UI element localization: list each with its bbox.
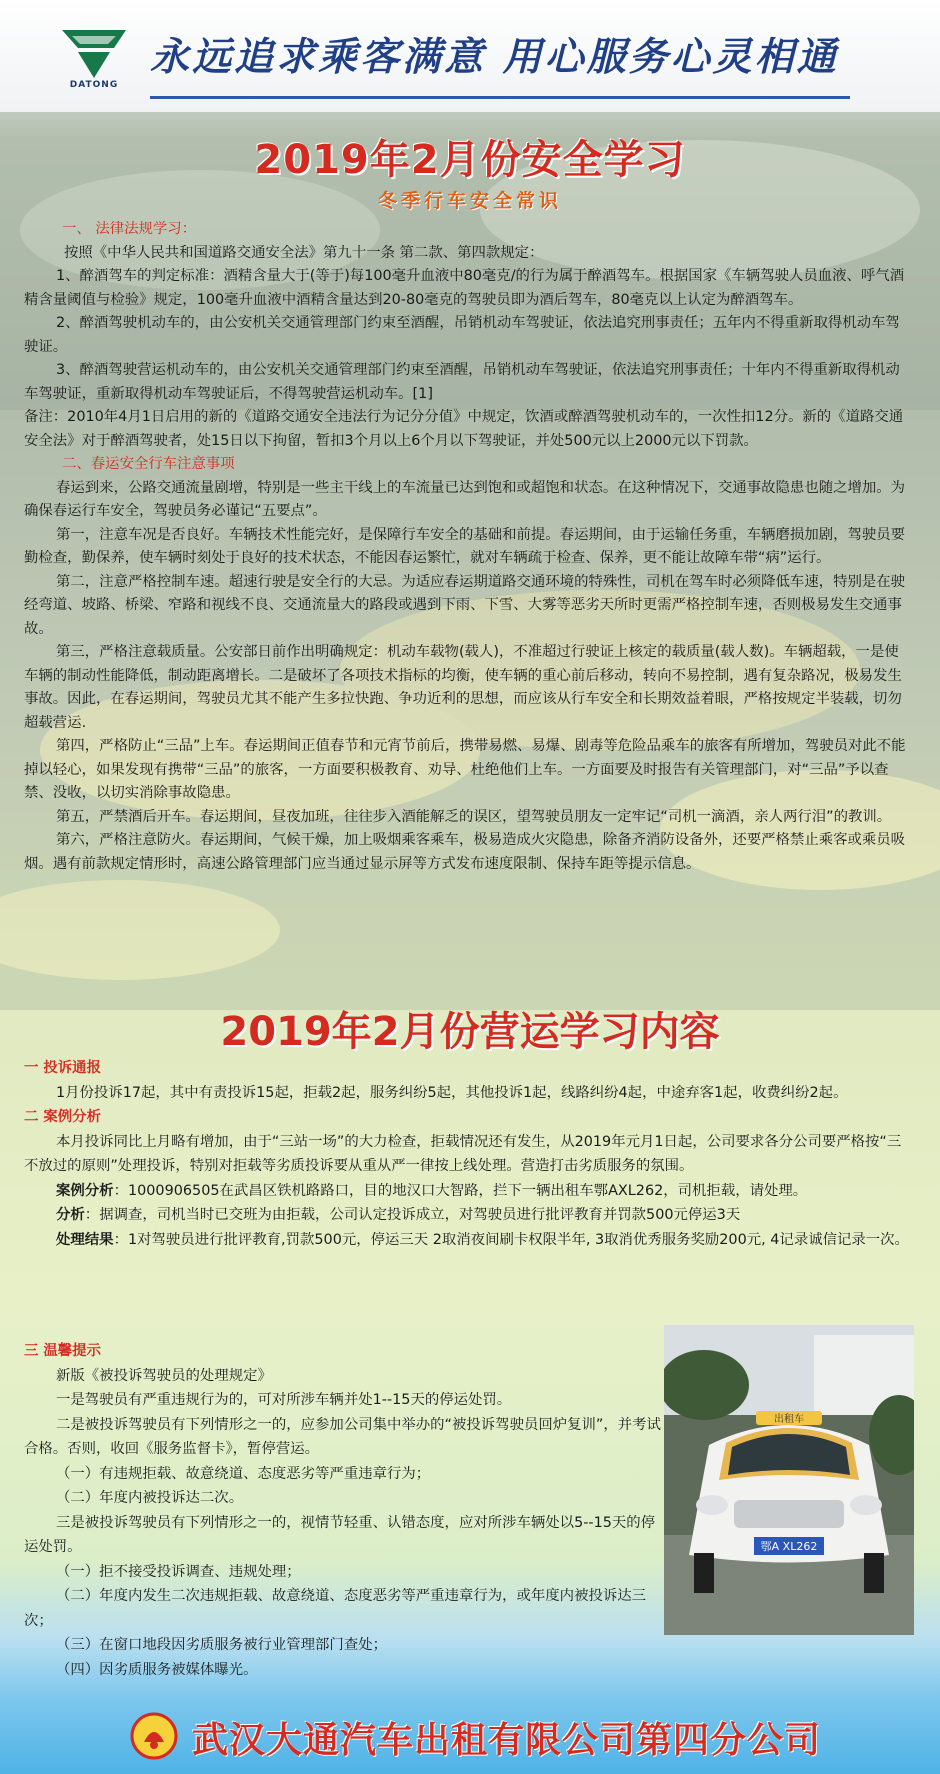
safety-study-title: 2019年2月份安全学习 — [254, 137, 686, 183]
company-emblem-icon — [130, 1712, 178, 1760]
law-item-3: 3、醉酒驾驶营运机动车的，由公安机关交通管理部门约束至酒醒，吊销机动车驾驶证，依法追究刑事责任；十年内不得重新取得机动车驾驶证，重新取得机动车驾驶证后，不得驾驶营运机动车。[1] — [24, 362, 900, 402]
tip-item: 二是被投诉驾驶员有下列情形之一的，应参加公司集中举办的“被投诉驾驶员回炉复训”，并考试合格。否则，收回《服务监督卡》，暂停营运。 — [24, 1416, 661, 1457]
law-heading: 一、 法律法规学习： — [62, 221, 197, 237]
tip-item: 三是被投诉驾驶员有下列情形之一的，视情节轻重、认错态度，应对所涉车辆处以5--15天的停运处罚。 — [24, 1514, 656, 1555]
result-label: 处理结果 — [56, 1231, 114, 1248]
law-intro: 按照《中华人民共和国道路交通安全法》第九十一条 第二款、第四款规定： — [64, 244, 544, 261]
company-slogan: 永远追求乘客满意 用心服务心灵相通 — [150, 34, 839, 80]
case-detail — [24, 1179, 912, 1204]
tip-item: （四）因劣质服务被媒体曝光。 — [56, 1661, 258, 1678]
result-text: ：1对驾驶员进行批评教育,罚款500元，停运三天 2取消夜间刷卡权限半年, 3取消优秀服务奖励200元, 4记录诚信记录一次。 — [113, 1231, 909, 1248]
tips-heading: 三 温馨提示 — [24, 1343, 101, 1359]
spring-item-3: 第三，严格注意载质量。公安部日前作出明确规定：机动车载物(载人)，不准超过行驶证上核定的载质量(载人数)。车辆超载，一是使车辆的制动性能降低，制动距离增长。二是破坏了各项技术指标的均衡，使车辆的重心前后移动，转向不易控制，遇有复杂路况，极易发生事故。因此，在春运期间，驾驶员尤其不能产生多拉快跑、争功近利的思想，而应该从行车安全和长期效益着眼，严格按规定半装载，切勿超载营运. — [24, 644, 902, 731]
case-heading: 二 案例分析 — [24, 1109, 101, 1125]
tips-content — [24, 1339, 664, 1682]
spring-item-4: 第四，严格防止“三品”上车。春运期间正值春节和元宵节前后，携带易燃、易爆、剧毒等危险品乘车的旅客有所增加，驾驶员对此不能掉以轻心，如果发现有携带“三品”的旅客，一方面要积极教育、劝导、杜绝他们上车。一方面要及时报告有关管理部门，对“三品”予以查禁、没收，以切实消除事故隐患。 — [24, 738, 906, 801]
result-detail — [24, 1228, 912, 1253]
taxi-photo — [664, 1325, 914, 1635]
spring-item-6: 第六，严格注意防火。春运期间，气候干燥，加上吸烟乘客乘车，极易造成火灾隐患，除备齐消防设备外，还要严格禁止乘客或乘员吸烟。遇有前款规定情形时，高速公路管理部门应当通过显示屏等方式发布速度限制、保持车距等提示信息。 — [24, 832, 906, 872]
case-label: 案例分析 — [56, 1182, 114, 1199]
spring-item-2: 第二，注意严格控制车速。超速行驶是安全行的大忌。为适应春运期道路交通环境的特殊性，司机在驾车时必须降低车速，特别是在驶经弯道、坡路、桥梁、窄路和视线不良、交通流量大的路段或遇到下雨、下雪、大雾等恶劣天所时更需严格控制车速，否则极易发生交通事故。 — [24, 573, 906, 637]
spring-intro: 春运到来，公路交通流量剧增，特别是一些主干线上的车流量已达到饱和或超饱和状态。在这种情况下，交通事故隐患也随之增加。为确保春运行车安全，驾驶员务必谨记“五要点”。 — [24, 479, 906, 519]
law-item-1: 1、醉酒驾车的判定标准：酒精含量大于(等于)每100毫升血液中80毫克/的行为属于醉酒驾车。根据国家《车辆驾驶人员血液、呼气酒精含量阈值与检验》规定，100毫升血液中酒精含量达到20-80毫克的驾驶员即为酒后驾车，80毫克以上认定为醉酒驾车。 — [24, 268, 905, 308]
slogan-underline — [150, 96, 850, 99]
law-note: 备注：2010年4月1日启用的新的《道路交通安全违法行为记分分值》中规定，饮酒或醉酒驾驶机动车的，一次性扣12分。新的《道路交通安全法》对于醉酒驾驶者，处15日以下拘留，暂扣3个月以上6个月以下驾驶证，并处500元以上2000元以下罚款。 — [24, 409, 904, 449]
operation-content — [24, 1056, 912, 1252]
analysis-detail — [24, 1203, 912, 1228]
analysis-label: 分析 — [56, 1207, 85, 1223]
tip-item: （二）年度内发生二次违规拒载、故意绕道、态度恶劣等严重违章行为，或年度内被投诉达三次； — [24, 1588, 647, 1629]
taxi-plate: 鄂A XL262 — [760, 1540, 818, 1553]
operation-study-title: 2019年2月份营运学习内容 — [220, 1009, 720, 1055]
safety-study-subtitle: 冬季行车安全常识 — [377, 190, 562, 212]
tip-item: （二）年度内被投诉达二次。 — [56, 1490, 244, 1506]
tip-item: （一）拒不接受投诉调查、违规处理； — [56, 1563, 301, 1580]
spring-item-5: 第五，严禁酒后开车。春运期间，昼夜加班，往往步入酒能解乏的误区，望驾驶员朋友一定牢记“司机一滴酒，亲人两行泪”的教训。 — [56, 808, 892, 825]
taxi-roof-sign: 出租车 — [774, 1414, 804, 1425]
case-intro: 本月投诉同比上月略有增加，由于“三站一场”的大力检查，拒载情况还有发生，从2019年元月1日起，公司要求各分公司要严格按“三不放过的原则”处理投诉，特别对拒载等劣质投诉要从重从严一律按上线处理。营造打击劣质服务的氛围。 — [24, 1133, 902, 1174]
tip-item: （三）在窗口地段因劣质服务被行业管理部门查处； — [56, 1637, 387, 1653]
company-name: 武汉大通汽车出租有限公司第四分公司 — [192, 1720, 822, 1761]
tip-item: 一是驾驶员有严重违规行为的，可对所涉车辆并处1--15天的停运处罚。 — [56, 1392, 512, 1408]
analysis-text: ：据调查，司机当时已交班为由拒载，公司认定投诉成立，对驾驶员进行批评教育并罚款500元停运3天 — [84, 1207, 741, 1223]
tip-item: 新版《被投诉驾驶员的处理规定》 — [56, 1367, 272, 1384]
law-item-2: 2、醉酒驾驶机动车的，由公安机关交通管理部门约束至酒醒，吊销机动车驾驶证，依法追究刑事责任；五年内不得重新取得机动车驾驶证。 — [24, 315, 900, 355]
case-text: ：1000906505在武昌区铁机路路口，目的地汉口大智路，拦下一辆出租车鄂AXL262，司机拒载，请处理。 — [113, 1182, 808, 1199]
spring-item-1: 第一，注意车况是否良好。车辆技术性能完好，是保障行车安全的基础和前提。春运期间，由于运输任务重，车辆磨损加剧，驾驶员要勤检查，勤保养，使车辆时刻处于良好的技术状态，不能因春运繁忙，就对车辆疏于检查、保养，更不能让故障车带“病”运行。 — [24, 526, 906, 566]
safety-content — [24, 218, 912, 876]
complaint-heading: 一 投诉通报 — [24, 1060, 101, 1076]
logo-text: DATONG — [69, 80, 119, 90]
tip-item: （一）有违规拒载、故意绕道、态度恶劣等严重违章行为； — [56, 1465, 431, 1482]
spring-heading: 二、春运安全行车注意事项 — [62, 456, 235, 472]
complaint-text: 1月份投诉17起，其中有责投诉15起，拒载2起，服务纠纷5起，其他投诉1起，线路纠纷4起，中途弃客1起，收费纠纷2起。 — [56, 1084, 848, 1101]
